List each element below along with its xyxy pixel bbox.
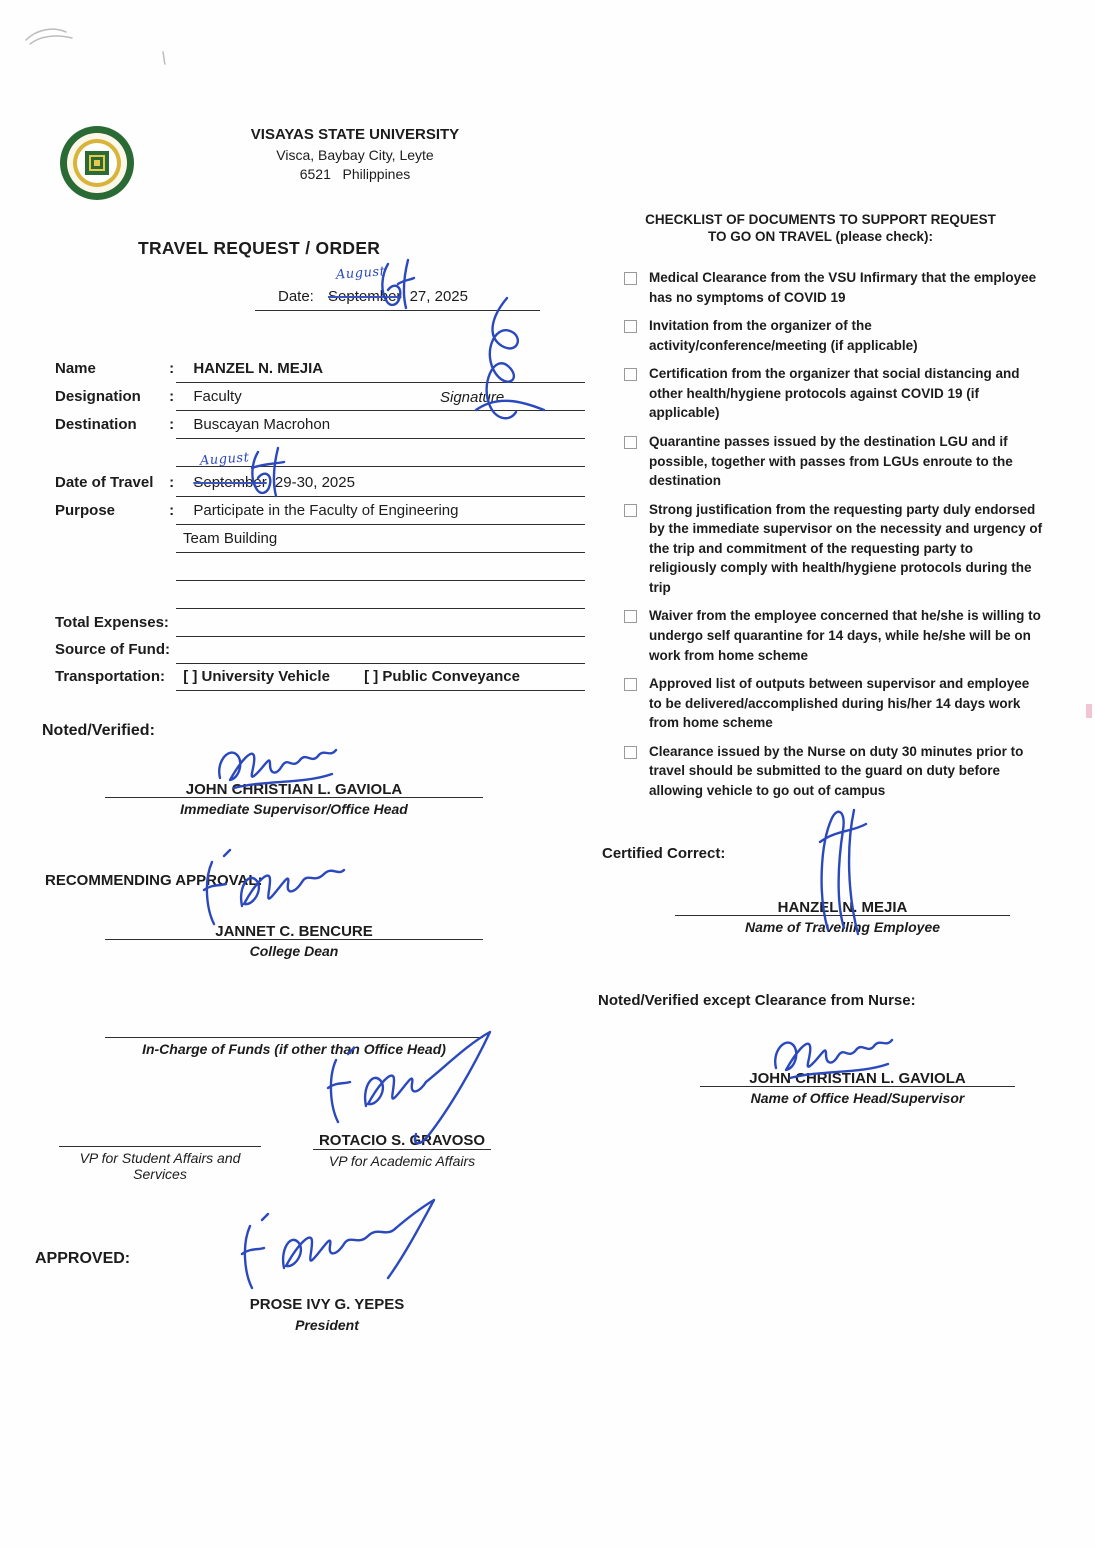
checklist-item-text: Invitation from the organizer of the activity/conference/meeting (if applicable) — [649, 318, 918, 353]
purpose-row — [55, 502, 459, 519]
date-value: 27, 2025 — [409, 288, 468, 305]
travel-date-value: 29-30, 2025 — [274, 474, 355, 491]
colon: : — [169, 502, 175, 519]
vsu-seal-icon — [58, 124, 136, 202]
handwritten-month-travel: August — [199, 450, 250, 469]
university-name: VISAYAS STATE UNIVERSITY — [250, 126, 460, 143]
university-address-line2: 6521 Philippines — [299, 166, 411, 182]
checklist-item — [598, 364, 1043, 423]
handwritten-digits-mark — [248, 446, 288, 502]
transport-option-university-vehicle: [ ] University Vehicle — [183, 668, 330, 685]
letterhead — [215, 126, 495, 182]
funds-title: In-Charge of Funds (if other than Office Head) — [142, 1041, 446, 1057]
field-underline — [176, 608, 585, 609]
checklist-item — [598, 432, 1043, 491]
employee-title: Name of Travelling Employee — [744, 919, 941, 935]
designation-label: Designation — [55, 388, 141, 405]
purpose-value-line1: Participate in the Faculty of Engineering — [193, 502, 459, 519]
purpose-row-2 — [183, 530, 277, 547]
signature-ink-president — [228, 1198, 438, 1302]
handwritten-month-date: August — [335, 264, 386, 283]
checklist-item — [598, 742, 1043, 801]
colon: : — [169, 474, 175, 491]
checkbox-icon — [624, 610, 637, 623]
signature-ink-supervisor — [212, 738, 342, 800]
supervisor-name: JOHN CHRISTIAN L. GAVIOLA — [185, 781, 403, 798]
vsu-logo — [58, 124, 136, 202]
vp-student-block — [45, 1146, 275, 1182]
checklist-section — [598, 212, 1043, 810]
checklist-item-text: Clearance issued by the Nurse on duty 30 minutes prior to travel should be submitted to the guard on duty before allowing vehicle to go out of campus — [649, 743, 1024, 798]
name-row — [55, 360, 323, 377]
checkbox-icon — [624, 272, 637, 285]
checklist-item-text: Medical Clearance from the VSU Infirmary that the employee has no symptoms of COVID 19 — [649, 270, 1037, 305]
checklist-item-text: Waiver from the employee concerned that he/she is willing to undergo self quarantine for 14 days, while he/she will be on work from home scheme — [649, 608, 1041, 663]
field-underline — [176, 552, 585, 553]
checkbox-icon — [624, 746, 637, 759]
destination-label: Destination — [55, 416, 137, 433]
date-month-struck: September — [328, 288, 402, 305]
checklist-item — [598, 500, 1043, 598]
checklist-item-text: Approved list of outputs between supervisor and employee to be delivered/accomplished during his/her 14 days work from home scheme — [649, 676, 1030, 731]
signature-line — [59, 1146, 261, 1147]
checkbox-icon — [624, 320, 637, 333]
colon: : — [169, 388, 175, 405]
signature-label: Signature — [440, 389, 505, 406]
transportation-row — [55, 668, 520, 685]
checkbox-icon — [624, 368, 637, 381]
checklist-item-text: Certification from the organizer that social distancing and other health/hygiene protocols against COVID 19 (if applicable) — [649, 366, 1020, 421]
designation-row — [55, 388, 242, 405]
signature-ink-dean — [196, 850, 346, 942]
field-underline — [176, 438, 585, 439]
employee-name: HANZEL N. MEJIA — [777, 899, 908, 916]
travel-date-row — [55, 474, 355, 491]
noted-verified-label: Noted/Verified: — [42, 722, 155, 739]
field-underline — [176, 524, 585, 525]
field-underline — [176, 690, 585, 691]
approved-label: APPROVED: — [35, 1250, 131, 1267]
field-underline — [176, 663, 585, 664]
checklist-title-line1: CHECKLIST OF DOCUMENTS TO SUPPORT REQUEST — [645, 212, 996, 227]
vp-student-title-line1: VP for Student Affairs and — [79, 1150, 241, 1166]
president-name: PROSE IVY G. YEPES — [249, 1296, 405, 1313]
scan-smudge-mark — [22, 18, 86, 50]
checklist-item — [598, 674, 1043, 733]
name-value: HANZEL N. MEJIA — [193, 360, 324, 377]
signature-ink-employee — [792, 804, 887, 939]
field-underline — [176, 466, 585, 467]
checklist-item-text: Strong justification from the requesting party duly endorsed by the immediate supervisor on the necessity and urgency of the trip and commitment of the requesting party to religiously comply with health/hygiene protocols during the trip — [649, 501, 1043, 595]
fund-row — [55, 641, 170, 658]
purpose-value-line2: Team Building — [183, 530, 278, 547]
expenses-row — [55, 614, 169, 631]
colon: : — [169, 416, 175, 433]
date-label: Date: — [278, 288, 314, 305]
vp-academic-title: VP for Academic Affairs — [328, 1153, 476, 1169]
supervisor-title: Immediate Supervisor/Office Head — [180, 801, 408, 817]
checkbox-icon — [624, 678, 637, 691]
signature-ink-vp-academic — [322, 1028, 497, 1146]
transport-option-public-conveyance: [ ] Public Conveyance — [364, 668, 520, 685]
colon: : — [169, 360, 175, 377]
travel-date-label: Date of Travel — [55, 474, 154, 491]
checkbox-icon — [624, 504, 637, 517]
recommending-approval-label: RECOMMENDING APPROVAL: — [45, 872, 263, 889]
office-head-title: Name of Office Head/Supervisor — [750, 1090, 965, 1106]
checklist-item — [598, 606, 1043, 665]
signature-ink-office-head — [768, 1028, 898, 1090]
date-row — [278, 288, 468, 305]
transportation-label: Transportation: — [55, 668, 166, 685]
designation-value: Faculty — [193, 388, 242, 405]
checkbox-icon — [624, 436, 637, 449]
scan-edge-mark — [1086, 704, 1092, 718]
university-address-line1: Visca, Baybay City, Leyte — [276, 147, 434, 163]
certified-correct-label: Certified Correct: — [602, 845, 726, 862]
vp-academic-name: ROTACIO S. GRAVOSO — [313, 1132, 491, 1150]
checklist-title-line2: TO GO ON TRAVEL (please check): — [707, 229, 934, 244]
signature-ink-employee-top — [452, 292, 547, 427]
field-underline — [176, 496, 585, 497]
expenses-label: Total Expenses: — [55, 614, 169, 631]
form-title: TRAVEL REQUEST / ORDER — [138, 238, 381, 258]
checklist-item — [598, 316, 1043, 355]
fund-label: Source of Fund: — [55, 641, 170, 658]
vp-student-title-line2: Services — [133, 1166, 187, 1182]
destination-row — [55, 416, 330, 433]
president-title: President — [295, 1317, 359, 1333]
dean-name: JANNET C. BENCURE — [215, 923, 373, 940]
office-head-name: JOHN CHRISTIAN L. GAVIOLA — [749, 1070, 966, 1087]
dean-title: College Dean — [249, 943, 339, 959]
purpose-label: Purpose — [55, 502, 116, 519]
travel-month-struck: September — [193, 474, 267, 491]
destination-value: Buscayan Macrohon — [193, 416, 331, 433]
scan-tick-mark — [158, 50, 170, 66]
field-underline — [176, 580, 585, 581]
field-underline — [176, 636, 585, 637]
checklist-item — [598, 268, 1043, 307]
checklist-item-text: Quarantine passes issued by the destination LGU and if possible, together with passes from LGUs enroute to the destination — [649, 433, 1013, 489]
noted-except-label: Noted/Verified except Clearance from Nurse: — [598, 992, 916, 1009]
name-label: Name — [55, 360, 96, 377]
